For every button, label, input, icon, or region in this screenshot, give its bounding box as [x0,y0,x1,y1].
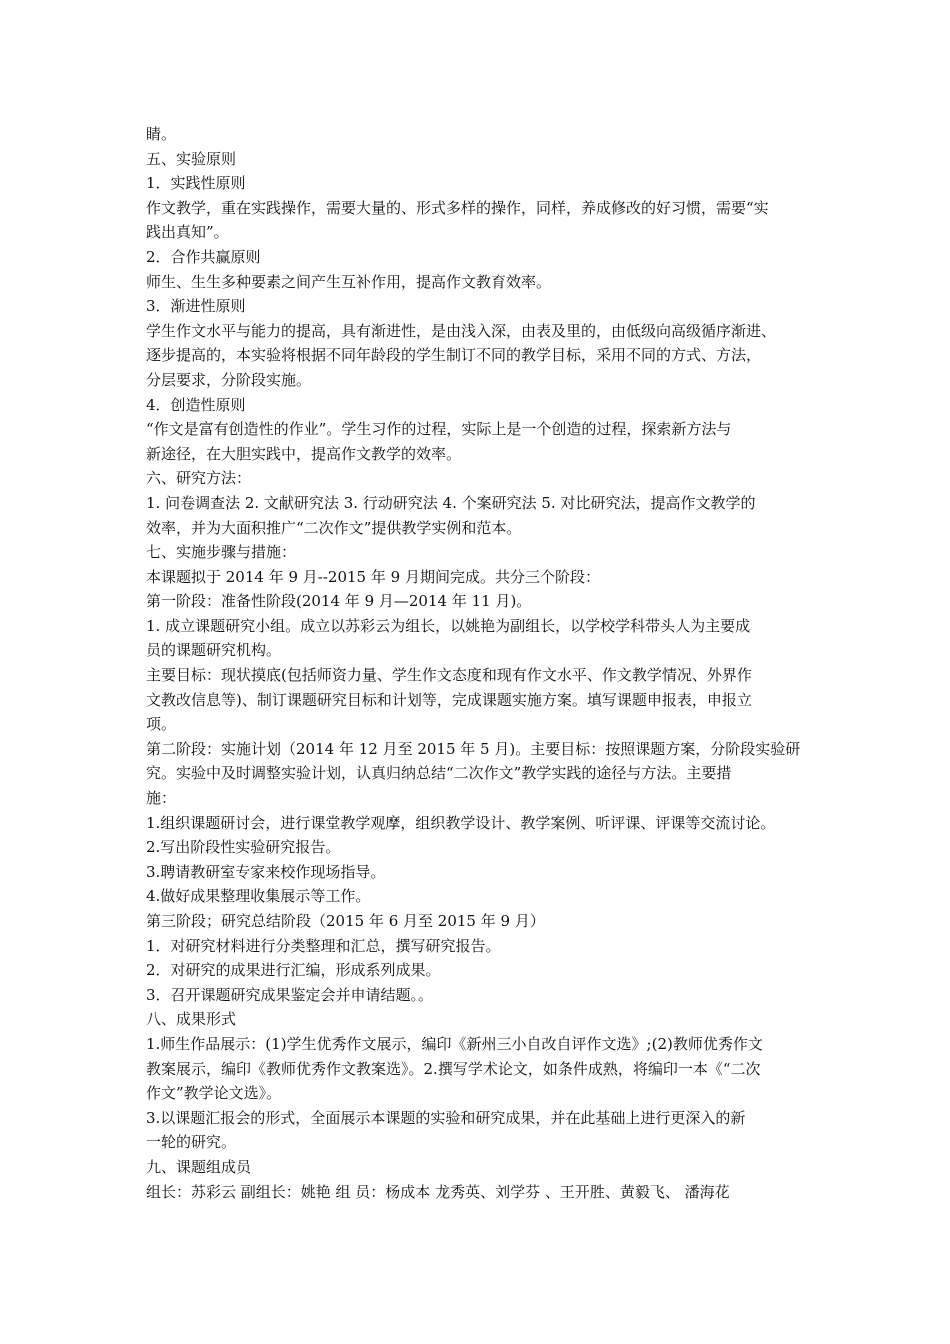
text-line: 员的课题研究机构。 [146,641,282,660]
text-line: 2．对研究的成果进行汇编，形成系列成果。 [146,961,441,980]
text-line: 4．创造性原则 [146,395,246,414]
text-line: 1.组织课题研讨会，进行课堂教学观摩，组织教学设计、教学案例、听评课、评课等交流讨论。 [146,813,776,832]
text-line: 3.聘请教研室专家来校作现场指导。 [146,862,386,881]
text-line: “作文是富有创造性的作业”。学生习作的过程，实际上是一个创造的过程，探索新方法与 [146,420,732,439]
text-line: 第一阶段：准备性阶段(2014 年 9 月—2014 年 11 月)。 [146,592,532,611]
text-line: 五、实验原则 [146,149,237,168]
text-line: 1．实践性原则 [146,174,246,193]
text-line: 践出真知”。 [146,223,229,242]
text-line: 文教改信息等)、制订课题研究目标和计划等，完成课题实施方案。填写课题申报表，申报立 [146,690,752,709]
text-line: 1. 问卷调查法 2. 文献研究法 3. 行动研究法 4. 个案研究法 5. 对比研究法，提高作文教学的 [146,493,756,512]
text-line: 第三阶段；研究总结阶段（2015 年 6 月至 2015 年 9 月） [146,912,545,930]
text-line: 主要目标：现状摸底(包括师资力量、学生作文态度和现有作文水平、作文教学情况、外界作 [146,666,752,685]
text-line: 作文”教学论文选》。 [146,1084,282,1103]
text-line: 逐步提高的，本实验将根据不同年龄段的学生制订不同的教学目标，采用不同的方式、方法， [146,346,762,365]
text-line: 项。 [146,715,177,734]
text-line: 学生作文水平与能力的提高，具有渐进性，是由浅入深，由表及里的，由低级向高级循序渐进、 [146,321,777,340]
text-line: 七、实施步骤与措施： [146,543,297,562]
text-line: 睛。 [146,125,177,143]
document-body [146,122,812,1204]
text-line: 1.师生作品展示：(1)学生优秀作文展示，编印《新州三小自改自评作文选》;(2)教师优秀作文 [146,1034,763,1053]
text-line: 八、成果形式 [146,1010,237,1029]
text-line: 九、课题组成员 [146,1157,252,1176]
text-line: 1．对研究材料进行分类整理和汇总，撰写研究报告。 [146,936,501,955]
text-line: 1. 成立课题研究小组。成立以苏彩云为组长，以姚艳为副组长，以学校学科带头人为主要成 [146,616,751,635]
text-line: 施： [146,789,177,808]
text-line: 新途径，在大胆实践中，提高作文教学的效率。 [146,444,462,463]
text-line: 2.写出阶段性实验研究报告。 [146,838,341,857]
text-line: 组长：苏彩云 副组长：姚艳 组 员：杨成本 龙秀英、刘学芬 、王开胜、黄毅飞、 潘海花 [146,1182,730,1201]
text-line: 师生、生生多种要素之间产生互补作用，提高作文教育效率。 [146,272,552,291]
text-line: 第二阶段：实施计划（2014 年 12 月至 2015 年 5 月)。主要目标：按照课题方案，分阶段实验研 [146,739,801,758]
text-line: 教案展示，编印《教师优秀作文教案选》。2.撰写学术论文，如条件成熟，将编印一本《“二次 [146,1059,761,1078]
text-line: 3．召开课题研究成果鉴定会并申请结题。。 [146,985,434,1004]
text-line: 究。实验中及时调整实验计划，认真归纳总结“二次作文”教学实践的途径与方法。主要措 [146,764,732,783]
text-line: 3．渐进性原则 [146,297,246,316]
text-line: 4.做好成果整理收集展示等工作。 [146,887,371,906]
text-line: 本课题拟于 2014 年 9 月--2015 年 9 月期间完成。共分三个阶段： [146,567,600,586]
text-line: 一轮的研究。 [146,1133,237,1152]
text-line: 作文教学，重在实践操作，需要大量的、形式多样的操作，同样，养成修改的好习惯，需要“实 [146,198,769,217]
text-line: 分层要求，分阶段实施。 [146,370,312,389]
text-line: 效率，并为大面积推广“二次作文”提供教学实例和范本。 [146,518,522,537]
text-line: 2．合作共赢原则 [146,247,261,266]
text-line: 六、研究方法： [146,469,252,488]
text-line: 3.以课题汇报会的形式，全面展示本课题的实验和研究成果，并在此基础上进行更深入的新 [146,1108,746,1127]
